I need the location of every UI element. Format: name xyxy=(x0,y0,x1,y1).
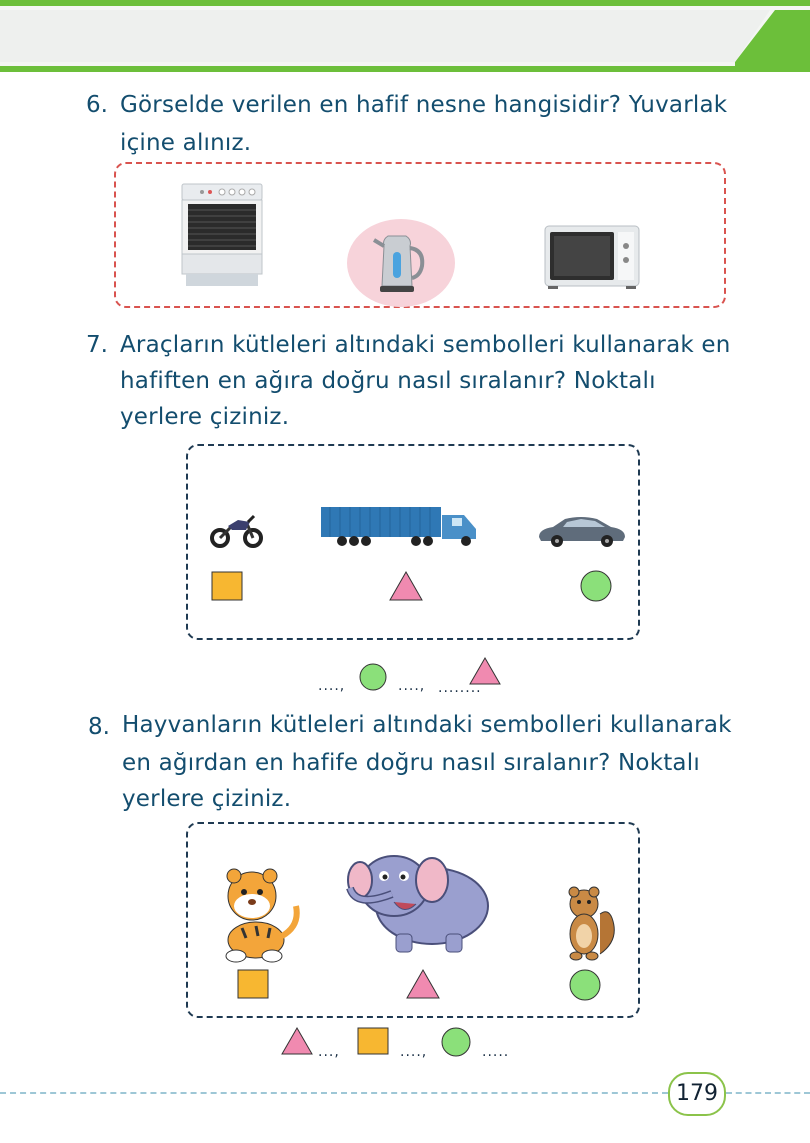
answer-slot-1[interactable]: ...., xyxy=(318,678,346,694)
footer-line-right xyxy=(726,1092,810,1094)
triangle-symbol xyxy=(280,1026,314,1056)
circle-symbol xyxy=(358,662,388,692)
circle-symbol xyxy=(579,569,613,603)
question-6-number: 6. xyxy=(86,92,108,118)
question-7-number: 7. xyxy=(86,332,108,358)
question-6-line-2: içine alınız. xyxy=(120,130,252,156)
question-7-line-2: hafiften en ağıra doğru nasıl sıralanır? Noktalı xyxy=(120,368,656,394)
triangle-symbol xyxy=(388,570,424,602)
answer-slot-3[interactable]: ........ xyxy=(438,680,482,696)
car-image[interactable] xyxy=(535,515,627,547)
question-6-line-1: Görselde verilen en hafif nesne hangisidir? Yuvarlak xyxy=(120,92,728,118)
question-7-answer-row xyxy=(262,656,522,698)
circle-symbol xyxy=(440,1026,472,1058)
answer-slot-1[interactable]: ..., xyxy=(318,1044,340,1060)
truck-image[interactable] xyxy=(320,505,478,547)
circle-symbol xyxy=(568,968,602,1002)
microwave-image[interactable] xyxy=(544,224,640,290)
answer-slot-2[interactable]: ...., xyxy=(398,678,426,694)
square-symbol xyxy=(356,1026,390,1056)
question-8-line-2: en ağırdan en hafife doğru nasıl sıralanır? Noktalı xyxy=(122,750,700,776)
question-8-number: 8. xyxy=(88,714,110,740)
triangle-symbol xyxy=(405,968,441,1000)
square-symbol xyxy=(210,570,244,602)
answer-slot-3[interactable]: ..... xyxy=(482,1044,510,1060)
header-band xyxy=(0,0,810,72)
kettle-image[interactable] xyxy=(346,218,456,308)
footer-line-left xyxy=(0,1092,668,1094)
elephant-image[interactable] xyxy=(336,848,492,956)
question-7-line-3: yerlere çiziniz. xyxy=(120,404,290,430)
question-8-line-3: yerlere çiziniz. xyxy=(122,786,292,812)
tiger-image[interactable] xyxy=(212,866,302,964)
answer-slot-2[interactable]: ...., xyxy=(400,1044,428,1060)
question-7-line-1: Araçların kütleleri altındaki sembolleri kullanarak en xyxy=(120,332,731,358)
oven-image[interactable] xyxy=(180,182,264,288)
square-symbol xyxy=(236,968,270,1000)
question-8-answer-row xyxy=(262,1024,522,1064)
question-8-line-1: Hayvanların kütleleri altındaki sembolleri kullanarak xyxy=(122,712,732,738)
motorcycle-image[interactable] xyxy=(208,512,264,548)
page-number: 179 xyxy=(668,1072,726,1116)
squirrel-image[interactable] xyxy=(560,884,620,962)
